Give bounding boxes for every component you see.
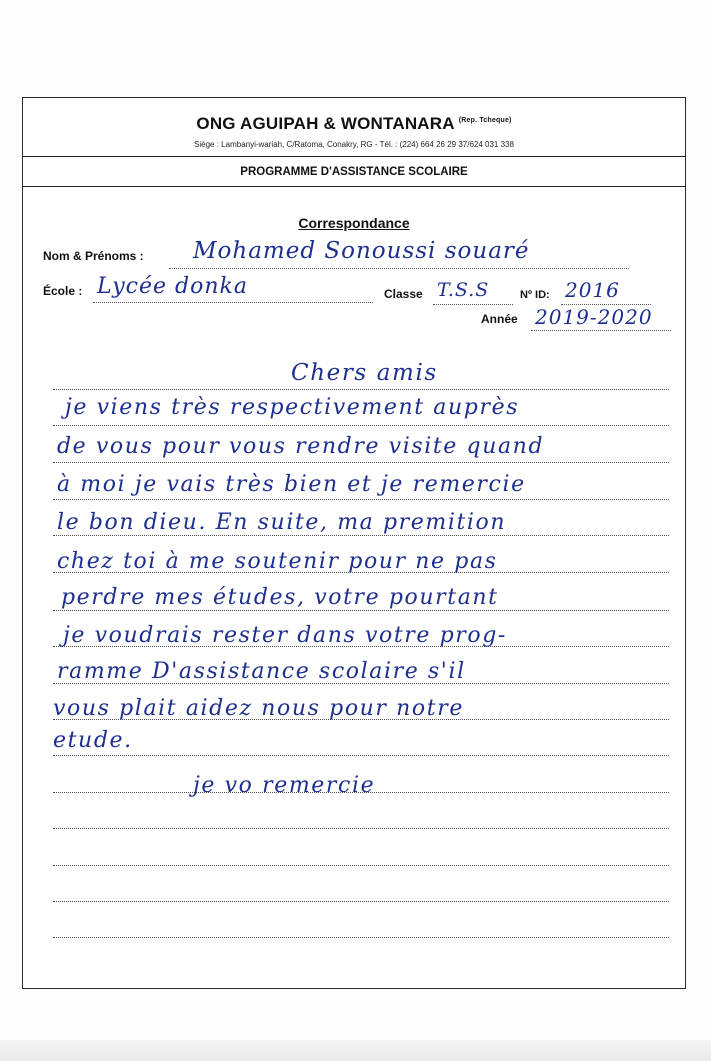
letter-line: le bon dieu. En suite, ma premition [57, 510, 507, 535]
ruled-line [53, 937, 669, 938]
letter-line: etude. [53, 728, 133, 753]
letter-line: je voudrais rester dans votre prog- [63, 623, 507, 648]
class-label: Classe [384, 287, 423, 301]
ruled-line [53, 425, 669, 426]
class-underline [433, 304, 513, 305]
document-title: Correspondance [298, 215, 410, 231]
letter-line: à moi je vais très bien et je remercie [57, 472, 526, 497]
ruled-line [53, 499, 669, 500]
ruled-line [53, 389, 669, 390]
ruled-line [53, 755, 669, 756]
school-label: École : [43, 284, 83, 298]
program-divider [23, 186, 685, 187]
program-title: PROGRAMME D'ASSISTANCE SCOLAIRE [240, 166, 468, 178]
letter-line: Chers amis [291, 360, 438, 386]
id-value: 2016 [565, 278, 620, 302]
ruled-line [53, 828, 669, 829]
header-divider [23, 156, 685, 157]
name-label: Nom & Prénoms : [43, 249, 144, 263]
organization-name-text: ONG AGUIPAH & WONTANARA [196, 114, 455, 133]
name-underline [169, 268, 629, 269]
letter-line: vous plait aidez nous pour notre [53, 696, 464, 721]
letter-signoff: je vo remercie [193, 773, 376, 798]
school-value: Lycée donka [97, 274, 248, 299]
organization-note: (Rep. Tcheque) [458, 117, 512, 125]
letter-line: chez toi à me soutenir pour ne pas [57, 549, 498, 574]
ruled-line [53, 901, 669, 902]
letter-line: ramme D'assistance scolaire s'il [57, 659, 466, 684]
letter-line: perdre mes études, votre pourtant [61, 585, 499, 610]
correspondence-form [22, 97, 686, 989]
ruled-line [53, 610, 669, 611]
class-value: T.S.S [437, 279, 490, 301]
scan-edge [0, 1040, 711, 1061]
name-value: Mohamed Sonoussi souaré [193, 238, 530, 264]
year-label: Année [481, 312, 518, 326]
ruled-line [53, 535, 669, 536]
year-underline [531, 330, 671, 331]
year-value: 2019-2020 [535, 305, 653, 329]
organization-address: Siège : Lambanyi-wariah, C/Ratoma, Conakry, RG - Tél. : (224) 664 26 29 37/624 031 338 [194, 140, 514, 149]
organization-name [23, 114, 685, 134]
letter-line: de vous pour vous rendre visite quand [57, 434, 545, 459]
id-label: Nº ID: [520, 289, 550, 301]
school-underline [93, 302, 373, 303]
ruled-line [53, 462, 669, 463]
letter-line: je viens très respectivement auprès [65, 395, 520, 420]
organization-header [23, 98, 685, 164]
ruled-line [53, 865, 669, 866]
